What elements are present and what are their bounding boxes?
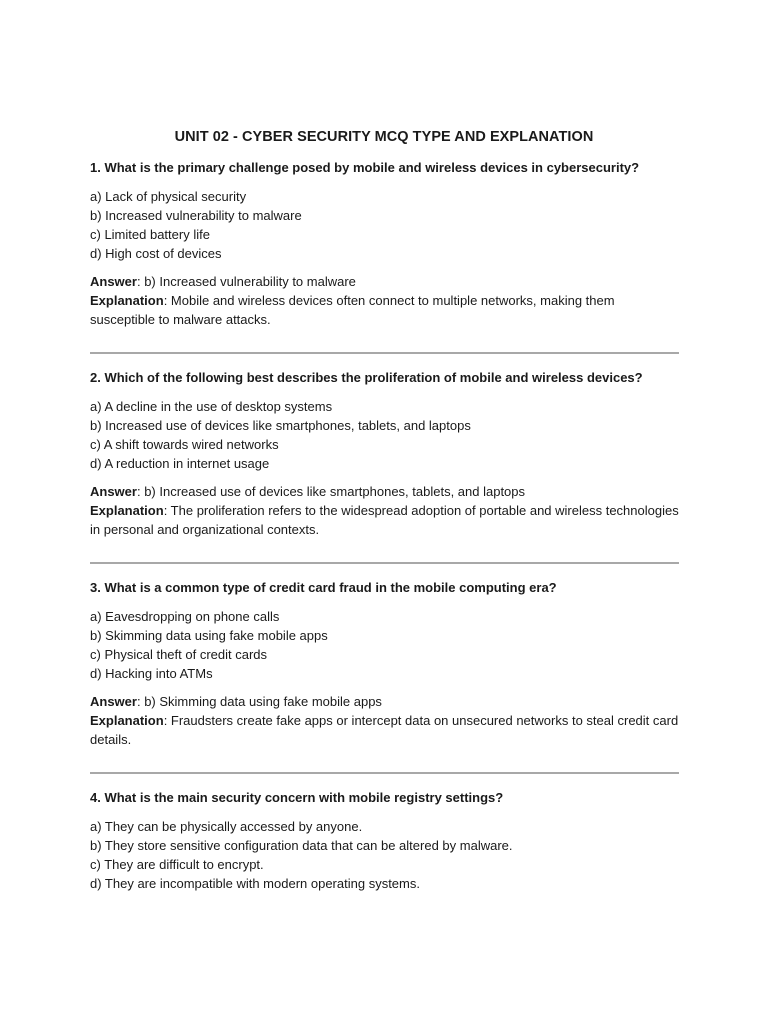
divider-2 (90, 562, 679, 564)
option-a: a) Lack of physical security (90, 189, 247, 204)
answer-line (90, 692, 680, 711)
option-d: d) Hacking into ATMs (90, 666, 213, 681)
option-c: c) A shift towards wired networks (90, 437, 279, 452)
explanation-line (90, 711, 680, 749)
answer-label: Answer (90, 484, 137, 499)
explanation-text: : Fraudsters create fake apps or intercept data on unsecured networks to steal credit card details. (90, 713, 679, 747)
question-text: 1. What is the primary challenge posed by mobile and wireless devices in cybersecurity? (90, 160, 640, 175)
question-text: 2. Which of the following best describes the proliferation of mobile and wireless devices? (90, 370, 643, 385)
answer-text: : b) Skimming data using fake mobile apps (136, 694, 382, 709)
answer-label: Answer (90, 694, 137, 709)
explanation-label: Explanation (90, 713, 164, 728)
option-b: b) They store sensitive configuration data that can be altered by malware. (90, 838, 513, 853)
option-c: c) Physical theft of credit cards (90, 647, 268, 662)
answer-label: Answer (90, 274, 137, 289)
answer-block (90, 272, 680, 329)
explanation-text: : The proliferation refers to the widespread adoption of portable and wireless technologies in personal and organizational contexts. (90, 503, 679, 537)
options-list (90, 817, 680, 893)
question-4 (90, 788, 680, 893)
option-a: a) Eavesdropping on phone calls (90, 609, 280, 624)
answer-block (90, 482, 680, 539)
answer-line (90, 482, 680, 501)
options-list (90, 187, 680, 263)
explanation-label: Explanation (90, 293, 164, 308)
question-1 (90, 158, 680, 329)
answer-line (90, 272, 680, 291)
question-text: 3. What is a common type of credit card fraud in the mobile computing era? (90, 580, 557, 595)
divider-1 (90, 352, 679, 354)
option-a: a) They can be physically accessed by anyone. (90, 819, 363, 834)
answer-text: : b) Increased use of devices like smartphones, tablets, and laptops (136, 484, 526, 499)
option-b: b) Increased use of devices like smartphones, tablets, and laptops (90, 418, 471, 433)
option-b: b) Increased vulnerability to malware (90, 208, 302, 223)
option-c: c) Limited battery life (90, 227, 210, 242)
explanation-label: Explanation (90, 503, 164, 518)
option-d: d) They are incompatible with modern operating systems. (90, 876, 420, 891)
explanation-line (90, 501, 680, 539)
question-3 (90, 578, 680, 749)
answer-block (90, 692, 680, 749)
question-2 (90, 368, 680, 539)
option-c: c) They are difficult to encrypt. (90, 857, 264, 872)
option-b: b) Skimming data using fake mobile apps (90, 628, 328, 643)
option-a: a) A decline in the use of desktop systems (90, 399, 333, 414)
options-list (90, 607, 680, 683)
explanation-text: : Mobile and wireless devices often connect to multiple networks, making them susceptible to malware attacks. (90, 293, 615, 327)
option-d: d) A reduction in internet usage (90, 456, 270, 471)
question-text: 4. What is the main security concern with mobile registry settings? (90, 790, 504, 805)
document-title: UNIT 02 - CYBER SECURITY MCQ TYPE AND EXPLANATION (174, 129, 594, 145)
explanation-line (90, 291, 680, 329)
answer-text: : b) Increased vulnerability to malware (136, 274, 356, 289)
option-d: d) High cost of devices (90, 246, 222, 261)
options-list (90, 397, 680, 473)
divider-3 (90, 772, 679, 774)
